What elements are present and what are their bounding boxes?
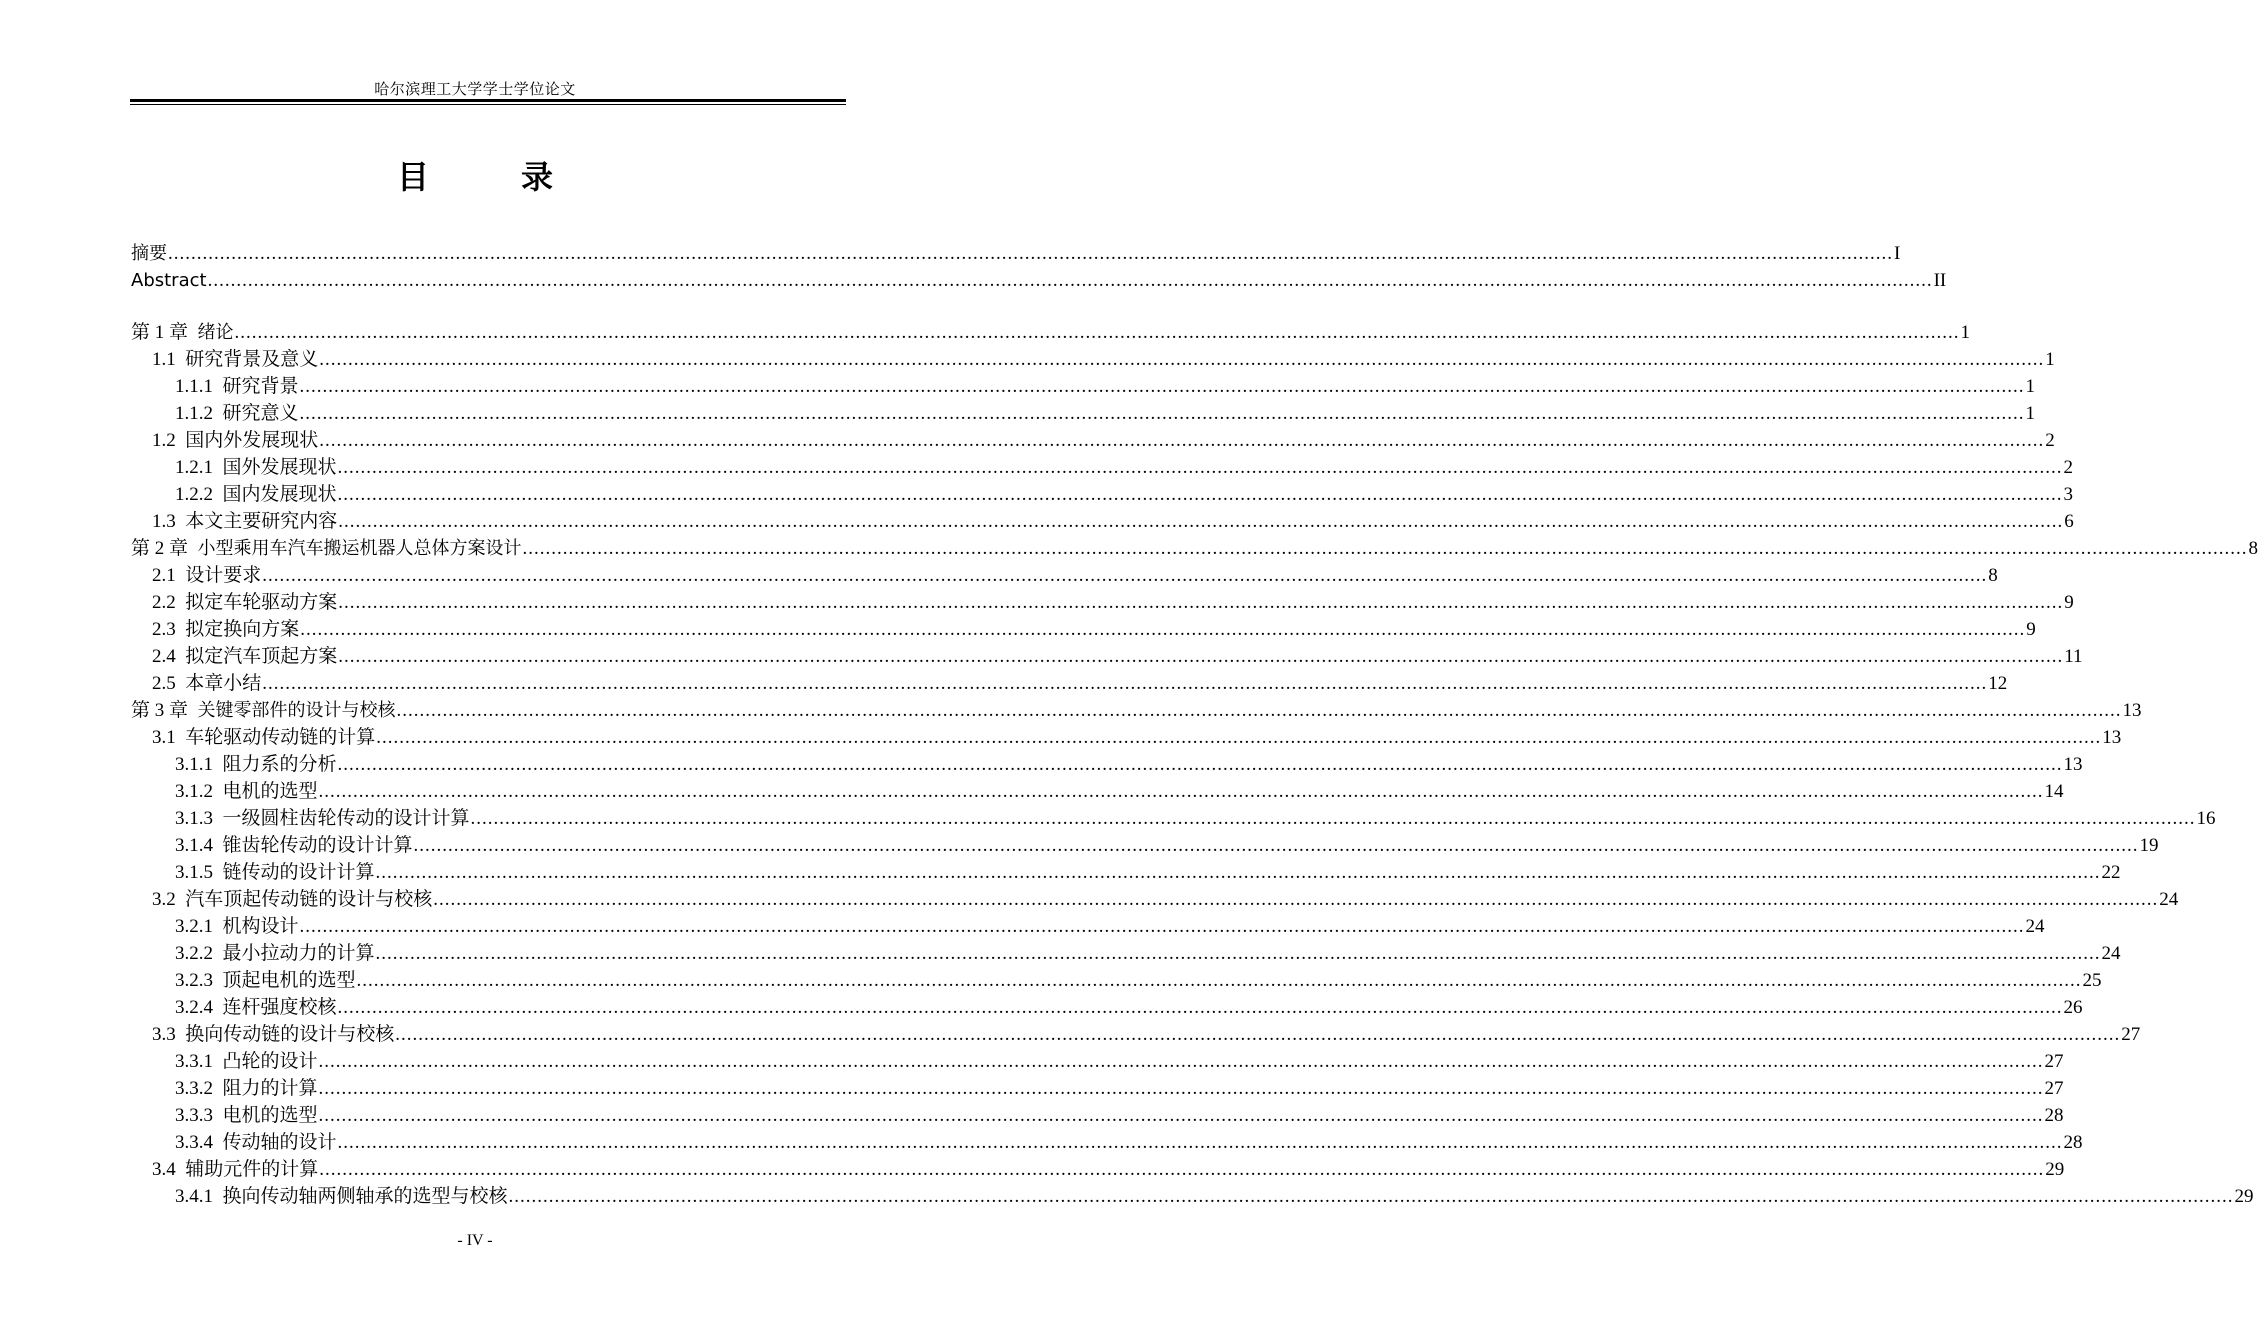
toc-entry-number: 3.1.5 <box>175 862 223 883</box>
toc-entry-title: 研究背景及意义 <box>185 349 319 370</box>
toc-entry[interactable] <box>131 535 2258 562</box>
toc-entry-page: I <box>1894 243 1901 264</box>
toc-entry[interactable] <box>131 859 2121 886</box>
toc-entry-title: 本章小结 <box>185 673 262 694</box>
toc-entry-title: 关键零部件的设计与校核 <box>197 700 396 721</box>
toc-entry[interactable] <box>131 1021 2141 1048</box>
toc-entry-number: 第 1 章 <box>131 322 198 343</box>
toc-entry[interactable] <box>131 508 2074 535</box>
toc-entry-title: 小型乘用车汽车搬运机器人总体方案设计 <box>197 538 522 559</box>
toc-entry-title: 拟定汽车顶起方案 <box>185 646 338 667</box>
toc-entry[interactable] <box>131 240 1901 267</box>
toc-leader-dots: ............................................................................................................................................................................................................................................................................................................ <box>337 754 2063 775</box>
toc-entry-title: 顶起电机的选型 <box>222 970 356 991</box>
toc-leader-dots: ............................................................................................................................................................................................................................................................................................................ <box>338 592 2064 613</box>
toc-entry-title: 一级圆柱齿轮传动的设计计算 <box>222 808 470 829</box>
toc-entry[interactable] <box>131 1048 2064 1075</box>
toc-entry-title: 换向传动轴两侧轴承的选型与校核 <box>222 1186 508 1207</box>
toc-entry-title: 拟定车轮驱动方案 <box>185 592 338 613</box>
toc-entry-title: 最小拉动力的计算 <box>222 943 375 964</box>
toc-entry[interactable] <box>131 832 2159 859</box>
toc-entry-title: 国外发展现状 <box>222 457 337 478</box>
toc-entry-title: 汽车顶起传动链的设计与校核 <box>185 889 433 910</box>
toc-leader-dots: ............................................................................................................................................................................................................................................................................................................ <box>168 243 1893 264</box>
toc-entry[interactable] <box>131 589 2074 616</box>
toc-entry-page: 26 <box>2063 997 2083 1018</box>
toc-entry-page: 13 <box>2063 754 2083 775</box>
toc-leader-dots: ............................................................................................................................................................................................................................................................................................................ <box>319 349 2045 370</box>
toc-entry-page: 1 <box>2025 403 2036 424</box>
toc-entry-page: 29 <box>2045 1159 2065 1180</box>
toc-entry-number: 1.2.2 <box>175 484 223 505</box>
toc-entry-title: 车轮驱动传动链的计算 <box>185 727 376 748</box>
toc-entry[interactable] <box>131 751 2083 778</box>
toc-entry-page: 25 <box>2082 970 2102 991</box>
toc-entry-title: 研究背景 <box>222 376 299 397</box>
toc-entry-number: 1.1 <box>152 349 186 370</box>
toc-leader-dots: ............................................................................................................................................................................................................................................................................................................ <box>299 916 2025 937</box>
toc-entry[interactable] <box>131 724 2122 751</box>
toc-entry-page: 14 <box>2044 781 2064 802</box>
page-number: - IV - <box>457 1232 493 1249</box>
toc-entry-number: 1.2 <box>152 430 186 451</box>
toc-entry-page: 8 <box>2248 538 2258 559</box>
toc-leader-dots: ............................................................................................................................................................................................................................................................................................................ <box>318 1105 2044 1126</box>
toc-leader-dots: ............................................................................................................................................................................................................................................................................................................ <box>508 1186 2234 1207</box>
header-rule-thick <box>130 99 846 102</box>
toc-entry-page: 1 <box>2025 376 2036 397</box>
toc-entry[interactable] <box>131 400 2036 427</box>
toc-entry[interactable] <box>131 454 2074 481</box>
toc-entry[interactable] <box>131 616 2036 643</box>
toc-entry-title: 研究意义 <box>222 403 299 424</box>
toc-entry-title: 设计要求 <box>185 565 262 586</box>
toc-entry-page: 3 <box>2063 484 2074 505</box>
toc-entry-page: 19 <box>2139 835 2159 856</box>
toc-leader-dots: ............................................................................................................................................................................................................................................................................................................ <box>234 322 1960 343</box>
toc-entry-page: 1 <box>1960 322 1971 343</box>
toc-entry-number: 第 2 章 <box>131 538 198 559</box>
toc-entry-page: 22 <box>2101 862 2121 883</box>
toc-leader-dots: ............................................................................................................................................................................................................................................................................................................ <box>375 943 2101 964</box>
toc-entry-title: 绪论 <box>197 322 234 343</box>
toc-entry[interactable] <box>131 940 2121 967</box>
toc-entry-page: 11 <box>2064 646 2083 667</box>
toc-entry-number: 3.1.1 <box>175 754 223 775</box>
toc-entry-page: 1 <box>2045 349 2055 370</box>
toc-leader-dots: ............................................................................................................................................................................................................................................................................................................ <box>376 727 2102 748</box>
toc-entry[interactable] <box>131 643 2083 670</box>
toc-entry-number: 3.2.3 <box>175 970 223 991</box>
toc-entry-title: 连杆强度校核 <box>222 997 337 1018</box>
toc-entry-number: 第 3 章 <box>131 700 198 721</box>
toc-entry-title: 机构设计 <box>222 916 299 937</box>
running-header: 哈尔滨理工大学学士学位论文 <box>374 82 576 98</box>
toc-entry-title: 换向传动链的设计与校核 <box>185 1024 395 1045</box>
toc-leader-dots: ............................................................................................................................................................................................................................................................................................................ <box>470 808 2196 829</box>
toc-entry-number: 2.1 <box>152 565 186 586</box>
toc-entry-title: 链传动的设计计算 <box>222 862 375 883</box>
toc-entry-number: 3.1.2 <box>175 781 223 802</box>
toc-entry[interactable] <box>131 1129 2083 1156</box>
toc-entry-number: 3.2.4 <box>175 997 223 1018</box>
toc-entry-number: 1.1.2 <box>175 403 223 424</box>
toc-entry-title: 阻力系的分析 <box>222 754 337 775</box>
toc-entry[interactable] <box>131 319 1971 346</box>
toc-entry[interactable] <box>131 481 2074 508</box>
toc-entry-page: 9 <box>2026 619 2036 640</box>
toc-entry-number: 1.2.1 <box>175 457 223 478</box>
toc-entry-number: 2.4 <box>152 646 186 667</box>
toc-entry-title: 电机的选型 <box>222 781 318 802</box>
toc-entry[interactable] <box>131 1183 2254 1210</box>
toc-entry[interactable] <box>131 267 1947 294</box>
toc-entry-number: 3.2 <box>152 889 186 910</box>
toc-entry-page: 28 <box>2063 1132 2083 1153</box>
toc-entry-number: 2.3 <box>152 619 186 640</box>
toc-leader-dots: ............................................................................................................................................................................................................................................................................................................ <box>318 781 2044 802</box>
toc-entry-page: 12 <box>1988 673 2008 694</box>
header-rule-thin <box>130 104 846 105</box>
toc-entry[interactable] <box>131 994 2083 1021</box>
toc-leader-dots: ............................................................................................................................................................................................................................................................................................................ <box>522 538 2248 559</box>
toc-entry[interactable] <box>131 913 2045 940</box>
page-title: 目 录 <box>396 158 583 196</box>
toc-leader-dots: ............................................................................................................................................................................................................................................................................................................ <box>396 700 2122 721</box>
toc-entry[interactable] <box>131 1102 2064 1129</box>
toc-leader-dots: ............................................................................................................................................................................................................................................................................................................ <box>262 565 1988 586</box>
toc-entry-number: 3.2.1 <box>175 916 223 937</box>
toc-entry-title: 锥齿轮传动的设计计算 <box>222 835 413 856</box>
toc-entry[interactable] <box>131 346 2055 373</box>
toc-leader-dots: ............................................................................................................................................................................................................................................................................................................ <box>300 619 2026 640</box>
toc-entry[interactable] <box>131 967 2102 994</box>
toc-entry[interactable] <box>131 778 2064 805</box>
toc-leader-dots: ............................................................................................................................................................................................................................................................................................................ <box>338 511 2064 532</box>
toc-entry-number: 3.4.1 <box>175 1186 223 1207</box>
toc-entry[interactable] <box>131 697 2142 724</box>
toc-entry-page: 13 <box>2122 700 2142 721</box>
toc-leader-dots: ............................................................................................................................................................................................................................................................................................................ <box>318 1078 2044 1099</box>
toc-entry-number: 3.1.3 <box>175 808 223 829</box>
toc-leader-dots: ............................................................................................................................................................................................................................................................................................................ <box>356 970 2082 991</box>
toc-entry-number: 3.3.1 <box>175 1051 223 1072</box>
toc-entry-number: 3.3.3 <box>175 1105 223 1126</box>
toc-leader-dots: ............................................................................................................................................................................................................................................................................................................ <box>299 376 2025 397</box>
toc-entry-page: 27 <box>2121 1024 2141 1045</box>
toc-entry-page: 24 <box>2025 916 2045 937</box>
toc-entry-page: 8 <box>1988 565 1998 586</box>
toc-entry-number: 3.3.4 <box>175 1132 223 1153</box>
toc-leader-dots: ............................................................................................................................................................................................................................................................................................................ <box>318 1051 2044 1072</box>
toc-leader-dots: ............................................................................................................................................................................................................................................................................................................ <box>375 862 2101 883</box>
toc-entry-number: 3.2.2 <box>175 943 223 964</box>
toc-leader-dots: ............................................................................................................................................................................................................................................................................................................ <box>337 484 2063 505</box>
toc-entry[interactable] <box>131 670 2008 697</box>
toc-entry-page: 2 <box>2063 457 2074 478</box>
toc-leader-dots: ............................................................................................................................................................................................................................................................................................................ <box>337 457 2063 478</box>
toc-entry-title: 辅助元件的计算 <box>185 1159 319 1180</box>
toc-entry-title: 传动轴的设计 <box>222 1132 337 1153</box>
toc-leader-dots: ............................................................................................................................................................................................................................................................................................................ <box>207 270 1933 291</box>
toc-entry[interactable] <box>131 886 2179 913</box>
toc-entry-title: 电机的选型 <box>222 1105 318 1126</box>
toc-entry-page: 16 <box>2196 808 2216 829</box>
toc-entry-page: II <box>1933 270 1947 291</box>
toc-entry-title: Abstract <box>131 270 207 291</box>
toc-entry-number: 2.5 <box>152 673 186 694</box>
toc-entry-page: 27 <box>2044 1078 2064 1099</box>
toc-leader-dots: ............................................................................................................................................................................................................................................................................................................ <box>262 673 1988 694</box>
toc-leader-dots: ............................................................................................................................................................................................................................................................................................................ <box>413 835 2139 856</box>
toc-entry-title: 本文主要研究内容 <box>185 511 338 532</box>
toc-leader-dots: ............................................................................................................................................................................................................................................................................................................ <box>395 1024 2121 1045</box>
toc-entry[interactable] <box>131 373 2036 400</box>
toc-entry-number: 3.3.2 <box>175 1078 223 1099</box>
toc-leader-dots: ............................................................................................................................................................................................................................................................................................................ <box>337 997 2063 1018</box>
toc-entry-title: 国内发展现状 <box>222 484 337 505</box>
toc-entry-number: 2.2 <box>152 592 186 613</box>
toc-entry-page: 24 <box>2101 943 2121 964</box>
toc-entry-number: 1.1.1 <box>175 376 223 397</box>
toc-entry-page: 6 <box>2064 511 2074 532</box>
toc-entry-title: 摘要 <box>131 243 167 264</box>
toc-entry-page: 9 <box>2064 592 2074 613</box>
toc-entry-number: 3.1.4 <box>175 835 223 856</box>
toc-entry-number: 3.4 <box>152 1159 186 1180</box>
toc-leader-dots: ............................................................................................................................................................................................................................................................................................................ <box>433 889 2159 910</box>
toc-entry[interactable] <box>131 562 1998 589</box>
toc-entry-number: 3.3 <box>152 1024 186 1045</box>
toc-entry-page: 24 <box>2159 889 2179 910</box>
toc-leader-dots: ............................................................................................................................................................................................................................................................................................................ <box>299 403 2025 424</box>
table-of-contents <box>131 240 2258 1210</box>
toc-entry-number: 1.3 <box>152 511 186 532</box>
toc-entry-page: 28 <box>2044 1105 2064 1126</box>
toc-entry-page: 2 <box>2045 430 2055 451</box>
toc-entry-title: 凸轮的设计 <box>222 1051 318 1072</box>
toc-leader-dots: ............................................................................................................................................................................................................................................................................................................ <box>338 646 2064 667</box>
toc-leader-dots: ............................................................................................................................................................................................................................................................................................................ <box>337 1132 2063 1153</box>
toc-entry[interactable] <box>131 1156 2065 1183</box>
toc-entry-title: 阻力的计算 <box>222 1078 318 1099</box>
toc-entry-page: 13 <box>2102 727 2122 748</box>
toc-entry-title: 拟定换向方案 <box>185 619 300 640</box>
toc-leader-dots: ............................................................................................................................................................................................................................................................................................................ <box>319 1159 2045 1180</box>
toc-entry-page: 27 <box>2044 1051 2064 1072</box>
toc-leader-dots: ............................................................................................................................................................................................................................................................................................................ <box>319 430 2045 451</box>
toc-entry[interactable] <box>131 1075 2064 1102</box>
toc-entry-title: 国内外发展现状 <box>185 430 319 451</box>
toc-entry-number: 3.1 <box>152 727 186 748</box>
toc-entry-page: 29 <box>2234 1186 2254 1207</box>
toc-entry[interactable] <box>131 427 2055 454</box>
toc-entry[interactable] <box>131 805 2216 832</box>
